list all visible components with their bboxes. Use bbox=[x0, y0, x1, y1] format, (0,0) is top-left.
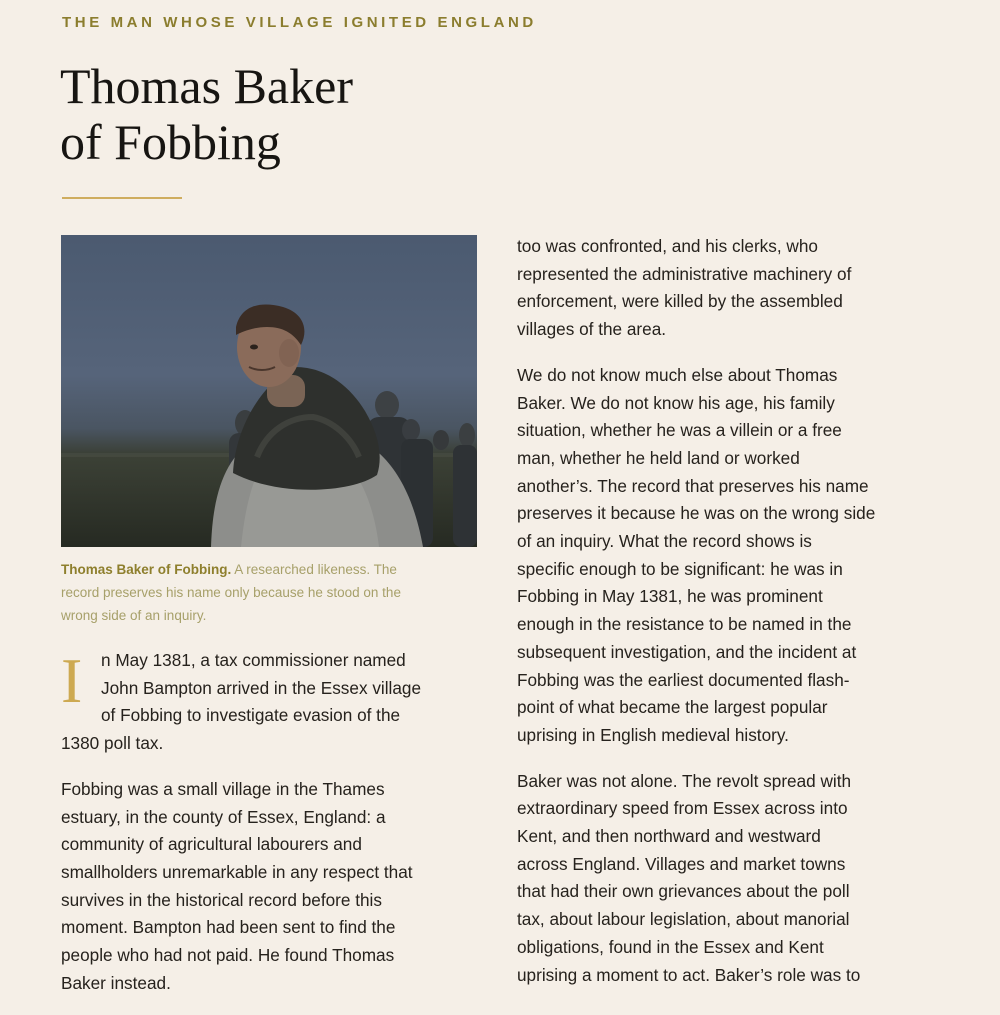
drop-cap: I bbox=[61, 645, 83, 716]
text-line: n May 1381, a tax commissioner named bbox=[101, 650, 406, 670]
caption-line: wrong side of an inquiry. bbox=[61, 608, 207, 623]
text-line: subsequent investigation, and the incident at bbox=[517, 641, 857, 662]
text-line: We do not know much else about Thomas bbox=[517, 364, 838, 385]
image-caption bbox=[61, 558, 481, 627]
text-line: Fobbing was the earliest documented flash- bbox=[517, 669, 850, 690]
paragraph bbox=[61, 776, 481, 998]
caption-line: A researched likeness. The bbox=[231, 562, 397, 577]
text-line: enforcement, were killed by the assembled bbox=[517, 291, 843, 312]
text-line: community of agricultural labourers and bbox=[61, 834, 362, 855]
text-line: too was confronted, and his clerks, who bbox=[517, 236, 818, 256]
caption-line: record preserves his name only because he stood on the bbox=[61, 585, 401, 600]
text-line: uprising a moment to act. Baker’s role was to bbox=[517, 964, 861, 985]
text-line: point of what became the largest popular bbox=[517, 697, 828, 718]
page-title bbox=[60, 58, 353, 170]
text-line: preserves it because he was on the wrong side bbox=[517, 503, 876, 524]
text-line: Fobbing in May 1381, he was prominent bbox=[517, 586, 823, 607]
text-line: across England. Villages and market towns bbox=[517, 853, 846, 874]
portrait-image bbox=[61, 235, 477, 547]
text-line: specific enough to be significant: he was in bbox=[517, 558, 843, 579]
text-line: people who had not paid. He found Thomas bbox=[61, 945, 395, 966]
text-line: man, whether he held land or worked bbox=[517, 447, 800, 468]
text-line: Fobbing was a small village in the Thames bbox=[61, 778, 385, 799]
text-line: tax, about labour legislation, about manorial bbox=[517, 909, 850, 930]
text-line: situation, whether he was a villein or a free bbox=[517, 420, 842, 441]
text-line: moment. Bampton had been sent to find the bbox=[61, 917, 396, 938]
text-line: estuary, in the county of Essex, England: a bbox=[61, 806, 386, 827]
paragraph bbox=[61, 647, 481, 758]
text-line: 1380 poll tax. bbox=[61, 733, 164, 754]
text-line: that had their own grievances about the poll bbox=[517, 881, 850, 902]
text-line: Baker instead. bbox=[61, 972, 171, 993]
text-line: represented the administrative machinery of bbox=[517, 263, 852, 284]
text-line: John Bampton arrived in the Essex village bbox=[101, 677, 422, 698]
title-line: of Fobbing bbox=[60, 114, 281, 170]
text-line: of Fobbing to investigate evasion of the bbox=[101, 705, 401, 726]
text-line: survives in the historical record before this bbox=[61, 889, 382, 910]
text-line: of an inquiry. What the record shows is bbox=[517, 531, 812, 552]
left-column bbox=[61, 647, 481, 1015]
text-line: another’s. The record that preserves his name bbox=[517, 475, 869, 496]
paragraph bbox=[517, 768, 947, 990]
text-line: smallholders unremarkable in any respect that bbox=[61, 861, 413, 882]
paragraph bbox=[517, 362, 947, 750]
caption-title: Thomas Baker of Fobbing. bbox=[61, 562, 232, 577]
text-line: Kent, and then northward and westward bbox=[517, 826, 821, 847]
text-line: obligations, found in the Essex and Kent bbox=[517, 936, 824, 957]
right-column bbox=[517, 233, 947, 1007]
text-line: enough in the resistance to be named in the bbox=[517, 614, 852, 635]
text-line: villages of the area. bbox=[517, 319, 667, 340]
text-line: uprising in English medieval history. bbox=[517, 724, 789, 745]
text-line: Baker. We do not know his age, his family bbox=[517, 392, 835, 413]
paragraph bbox=[517, 233, 947, 344]
kicker: THE MAN WHOSE VILLAGE IGNITED ENGLAND bbox=[62, 14, 537, 31]
text-line: Baker was not alone. The revolt spread with bbox=[517, 770, 852, 791]
title-line: Thomas Baker bbox=[60, 58, 353, 114]
title-divider bbox=[62, 197, 182, 199]
text-line: extraordinary speed from Essex across into bbox=[517, 798, 848, 819]
